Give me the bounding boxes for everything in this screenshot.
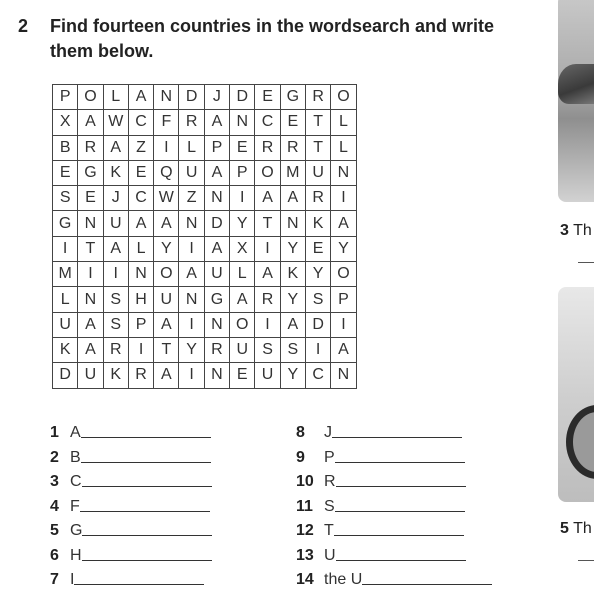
answer-hint: B <box>70 448 81 466</box>
grid-cell[interactable]: U <box>179 160 204 185</box>
grid-cell[interactable]: D <box>305 312 330 337</box>
motorbike-photo <box>558 287 594 502</box>
grid-cell[interactable]: Y <box>230 211 255 236</box>
grid-cell[interactable]: X <box>53 110 78 135</box>
grid-cell[interactable]: A <box>78 337 103 362</box>
grid-cell[interactable]: K <box>103 363 128 388</box>
answer-hint: F <box>70 497 80 515</box>
answer-input-line[interactable] <box>332 436 462 438</box>
grid-cell[interactable]: L <box>53 287 78 312</box>
grid-cell[interactable]: Y <box>331 236 356 261</box>
grid-cell[interactable]: U <box>103 211 128 236</box>
grid-cell[interactable]: Y <box>280 287 305 312</box>
grid-cell[interactable]: U <box>204 262 229 287</box>
grid-cell[interactable]: A <box>204 160 229 185</box>
grid-cell[interactable]: W <box>103 110 128 135</box>
grid-cell[interactable]: P <box>204 135 229 160</box>
grid-cell[interactable]: R <box>204 337 229 362</box>
grid-cell[interactable]: T <box>305 110 330 135</box>
grid-cell[interactable]: U <box>78 363 103 388</box>
grid-row <box>53 363 357 388</box>
grid-cell[interactable]: X <box>230 236 255 261</box>
grid-cell[interactable]: G <box>53 211 78 236</box>
grid-cell[interactable]: S <box>305 287 330 312</box>
answer-input-line[interactable] <box>81 436 211 438</box>
grid-cell[interactable]: E <box>53 160 78 185</box>
answer-hint: A <box>70 424 81 441</box>
grid-cell[interactable]: O <box>331 85 356 110</box>
answer-item <box>296 420 462 442</box>
grid-row <box>53 236 357 261</box>
grid-cell[interactable]: R <box>305 186 330 211</box>
grid-cell[interactable]: R <box>305 85 330 110</box>
answer-hint: S <box>324 497 335 515</box>
grid-cell[interactable]: A <box>255 186 280 211</box>
grid-cell[interactable]: T <box>255 211 280 236</box>
grid-cell[interactable]: U <box>230 337 255 362</box>
grid-cell[interactable]: C <box>305 363 330 388</box>
grid-cell[interactable]: L <box>331 135 356 160</box>
grid-cell[interactable]: T <box>78 236 103 261</box>
grid-cell[interactable]: I <box>255 236 280 261</box>
grid-cell[interactable]: O <box>230 312 255 337</box>
answer-item <box>296 518 464 540</box>
grid-cell[interactable]: S <box>53 186 78 211</box>
grid-cell[interactable]: K <box>305 211 330 236</box>
answer-input-line[interactable] <box>80 510 210 512</box>
grid-cell[interactable]: I <box>78 262 103 287</box>
answer-list <box>0 420 540 610</box>
grid-cell[interactable]: Y <box>280 236 305 261</box>
grid-cell[interactable]: A <box>204 110 229 135</box>
answer-input-line[interactable] <box>336 485 466 487</box>
grid-cell[interactable]: N <box>154 85 179 110</box>
grid-row <box>53 110 357 135</box>
grid-cell[interactable]: L <box>230 262 255 287</box>
grid-cell[interactable]: N <box>179 211 204 236</box>
answer-number: 14 <box>296 571 314 588</box>
grid-cell[interactable]: O <box>78 85 103 110</box>
grid-cell[interactable]: E <box>78 186 103 211</box>
answer-item <box>296 567 492 589</box>
answer-number: 6 <box>50 546 59 564</box>
answer-hint: H <box>70 546 82 564</box>
grid-cell[interactable]: A <box>128 85 153 110</box>
answer-item <box>50 420 211 442</box>
grid-cell[interactable]: Z <box>128 135 153 160</box>
grid-cell[interactable]: I <box>305 337 330 362</box>
grid-cell[interactable]: A <box>331 211 356 236</box>
grid-cell[interactable]: A <box>179 262 204 287</box>
answer-number: 1 <box>50 424 59 441</box>
airplane-photo <box>558 0 594 202</box>
grid-cell[interactable]: R <box>78 135 103 160</box>
answer-item <box>50 543 212 565</box>
grid-cell[interactable]: N <box>78 287 103 312</box>
grid-cell[interactable]: K <box>280 262 305 287</box>
answer-input-line[interactable] <box>82 559 212 561</box>
answer-hint: I <box>70 571 75 588</box>
answer-number: 9 <box>296 448 305 466</box>
grid-cell[interactable]: I <box>154 135 179 160</box>
grid-cell[interactable]: U <box>154 287 179 312</box>
grid-cell[interactable]: E <box>230 135 255 160</box>
grid-cell[interactable]: J <box>103 186 128 211</box>
grid-cell[interactable]: M <box>280 160 305 185</box>
side-item-3: 3 Th <box>560 222 592 239</box>
answer-input-line[interactable] <box>74 583 204 585</box>
grid-cell[interactable]: A <box>78 110 103 135</box>
grid-cell[interactable]: D <box>204 211 229 236</box>
answer-number: 2 <box>50 448 59 466</box>
grid-cell[interactable]: E <box>128 160 153 185</box>
grid-cell[interactable]: J <box>204 85 229 110</box>
grid-cell[interactable]: I <box>255 312 280 337</box>
grid-cell[interactable]: R <box>179 110 204 135</box>
side-item-5-line <box>578 560 594 561</box>
grid-cell[interactable]: L <box>128 236 153 261</box>
grid-cell[interactable]: B <box>53 135 78 160</box>
answer-hint: R <box>324 473 336 490</box>
grid-row <box>53 262 357 287</box>
side-item-3-line <box>578 262 594 263</box>
grid-cell[interactable]: N <box>331 363 356 388</box>
grid-cell[interactable]: T <box>305 135 330 160</box>
answer-number: 4 <box>50 497 59 515</box>
grid-cell[interactable]: D <box>230 85 255 110</box>
grid-cell[interactable]: R <box>255 287 280 312</box>
answer-hint: J <box>324 424 332 441</box>
grid-cell[interactable]: K <box>53 337 78 362</box>
answer-input-line[interactable] <box>81 461 211 463</box>
grid-cell[interactable]: K <box>103 160 128 185</box>
grid-cell[interactable]: P <box>230 160 255 185</box>
grid-cell[interactable]: N <box>204 363 229 388</box>
grid-cell[interactable]: Y <box>280 363 305 388</box>
grid-cell[interactable]: S <box>255 337 280 362</box>
grid-cell[interactable]: I <box>230 186 255 211</box>
answer-number: 13 <box>296 546 314 564</box>
grid-cell[interactable]: A <box>128 211 153 236</box>
answer-item <box>50 567 204 589</box>
answer-item <box>50 469 212 491</box>
grid-cell[interactable]: G <box>280 85 305 110</box>
grid-cell[interactable]: I <box>331 186 356 211</box>
answer-item <box>50 518 212 540</box>
grid-cell[interactable]: C <box>128 186 153 211</box>
grid-cell[interactable]: A <box>255 262 280 287</box>
grid-cell[interactable]: I <box>128 337 153 362</box>
grid-cell[interactable]: N <box>280 211 305 236</box>
answer-item <box>50 445 211 467</box>
grid-cell[interactable]: A <box>103 135 128 160</box>
grid-cell[interactable]: N <box>78 211 103 236</box>
grid-row <box>53 287 357 312</box>
answer-number: 8 <box>296 424 305 441</box>
airplane-image <box>558 64 594 104</box>
grid-cell[interactable]: Y <box>179 337 204 362</box>
grid-cell[interactable]: S <box>103 287 128 312</box>
grid-cell[interactable]: I <box>103 262 128 287</box>
grid-row <box>53 337 357 362</box>
grid-cell[interactable]: F <box>154 110 179 135</box>
answer-input-line[interactable] <box>82 534 212 536</box>
answer-item <box>296 543 466 565</box>
answer-input-line[interactable] <box>335 510 465 512</box>
answer-input-line[interactable] <box>362 583 492 585</box>
answer-number: 3 <box>50 473 59 490</box>
grid-cell[interactable]: N <box>230 110 255 135</box>
grid-cell[interactable]: O <box>154 262 179 287</box>
grid-cell[interactable]: P <box>128 312 153 337</box>
grid-cell[interactable]: S <box>103 312 128 337</box>
grid-cell[interactable]: N <box>128 262 153 287</box>
grid-cell[interactable]: E <box>255 85 280 110</box>
grid-cell[interactable]: L <box>103 85 128 110</box>
grid-cell[interactable]: R <box>255 135 280 160</box>
side-item-5: 5 Th <box>560 520 592 537</box>
grid-row <box>53 186 357 211</box>
grid-cell[interactable]: Y <box>305 262 330 287</box>
grid-cell[interactable]: A <box>78 312 103 337</box>
grid-cell[interactable]: R <box>280 135 305 160</box>
grid-cell[interactable]: G <box>204 287 229 312</box>
grid-cell[interactable]: N <box>204 312 229 337</box>
grid-cell[interactable]: P <box>53 85 78 110</box>
grid-cell[interactable]: Q <box>154 160 179 185</box>
answer-item <box>296 494 465 516</box>
grid-cell[interactable]: S <box>280 337 305 362</box>
wordsearch-grid <box>52 84 357 389</box>
answer-number: 7 <box>50 571 59 588</box>
grid-cell[interactable]: M <box>53 262 78 287</box>
grid-cell[interactable]: A <box>154 363 179 388</box>
grid-cell[interactable]: E <box>280 110 305 135</box>
grid-cell[interactable]: P <box>331 287 356 312</box>
answer-input-line[interactable] <box>335 461 465 463</box>
grid-cell[interactable]: D <box>53 363 78 388</box>
grid-row <box>53 312 357 337</box>
grid-cell[interactable]: D <box>179 85 204 110</box>
grid-cell[interactable]: I <box>179 363 204 388</box>
grid-cell[interactable]: T <box>154 337 179 362</box>
answer-hint: P <box>324 448 335 466</box>
answer-number: 5 <box>50 522 59 539</box>
answer-item <box>296 469 466 491</box>
answer-number: 11 <box>296 497 313 515</box>
answer-number: 12 <box>296 522 314 539</box>
grid-cell[interactable]: I <box>179 312 204 337</box>
grid-cell[interactable]: N <box>204 186 229 211</box>
grid-row <box>53 211 357 236</box>
grid-cell[interactable]: A <box>280 312 305 337</box>
answer-hint: U <box>324 546 336 564</box>
grid-cell[interactable]: U <box>53 312 78 337</box>
grid-cell[interactable]: I <box>331 312 356 337</box>
grid-cell[interactable]: E <box>230 363 255 388</box>
grid-row <box>53 135 357 160</box>
grid-cell[interactable]: O <box>255 160 280 185</box>
task-number: 2 <box>18 16 29 36</box>
grid-cell[interactable]: O <box>331 262 356 287</box>
grid-row <box>53 160 357 185</box>
grid-cell[interactable]: N <box>331 160 356 185</box>
grid-cell[interactable]: L <box>331 110 356 135</box>
answer-hint: T <box>324 522 334 539</box>
grid-cell[interactable]: L <box>179 135 204 160</box>
grid-cell[interactable]: A <box>154 211 179 236</box>
answer-item <box>296 445 465 467</box>
grid-cell[interactable]: R <box>103 337 128 362</box>
grid-cell[interactable]: G <box>78 160 103 185</box>
grid-cell[interactable]: E <box>305 236 330 261</box>
grid-cell[interactable]: A <box>230 287 255 312</box>
grid-cell[interactable]: U <box>255 363 280 388</box>
grid-cell[interactable]: R <box>128 363 153 388</box>
grid-cell[interactable]: W <box>154 186 179 211</box>
answer-number: 10 <box>296 473 314 490</box>
answer-hint: the U <box>324 571 363 588</box>
grid-cell[interactable]: A <box>103 236 128 261</box>
grid-cell[interactable]: A <box>280 186 305 211</box>
grid-cell[interactable]: I <box>53 236 78 261</box>
motorbike-wheel-image <box>566 405 594 479</box>
grid-cell[interactable]: U <box>305 160 330 185</box>
grid-row <box>53 85 357 110</box>
answer-hint: C <box>70 473 82 490</box>
answer-input-line[interactable] <box>336 559 466 561</box>
grid-cell[interactable]: I <box>179 236 204 261</box>
grid-cell[interactable]: Y <box>154 236 179 261</box>
grid-cell[interactable]: N <box>179 287 204 312</box>
answer-input-line[interactable] <box>334 534 464 536</box>
grid-cell[interactable]: C <box>128 110 153 135</box>
grid-cell[interactable]: H <box>128 287 153 312</box>
grid-cell[interactable]: C <box>255 110 280 135</box>
answer-hint: G <box>70 522 83 539</box>
answer-input-line[interactable] <box>82 485 212 487</box>
grid-cell[interactable]: A <box>204 236 229 261</box>
grid-cell[interactable]: Z <box>179 186 204 211</box>
task-instruction: Find fourteen countries in the wordsearch and write them below. <box>50 16 495 61</box>
grid-cell[interactable]: A <box>331 337 356 362</box>
grid-cell[interactable]: A <box>154 312 179 337</box>
answer-item <box>50 494 210 516</box>
